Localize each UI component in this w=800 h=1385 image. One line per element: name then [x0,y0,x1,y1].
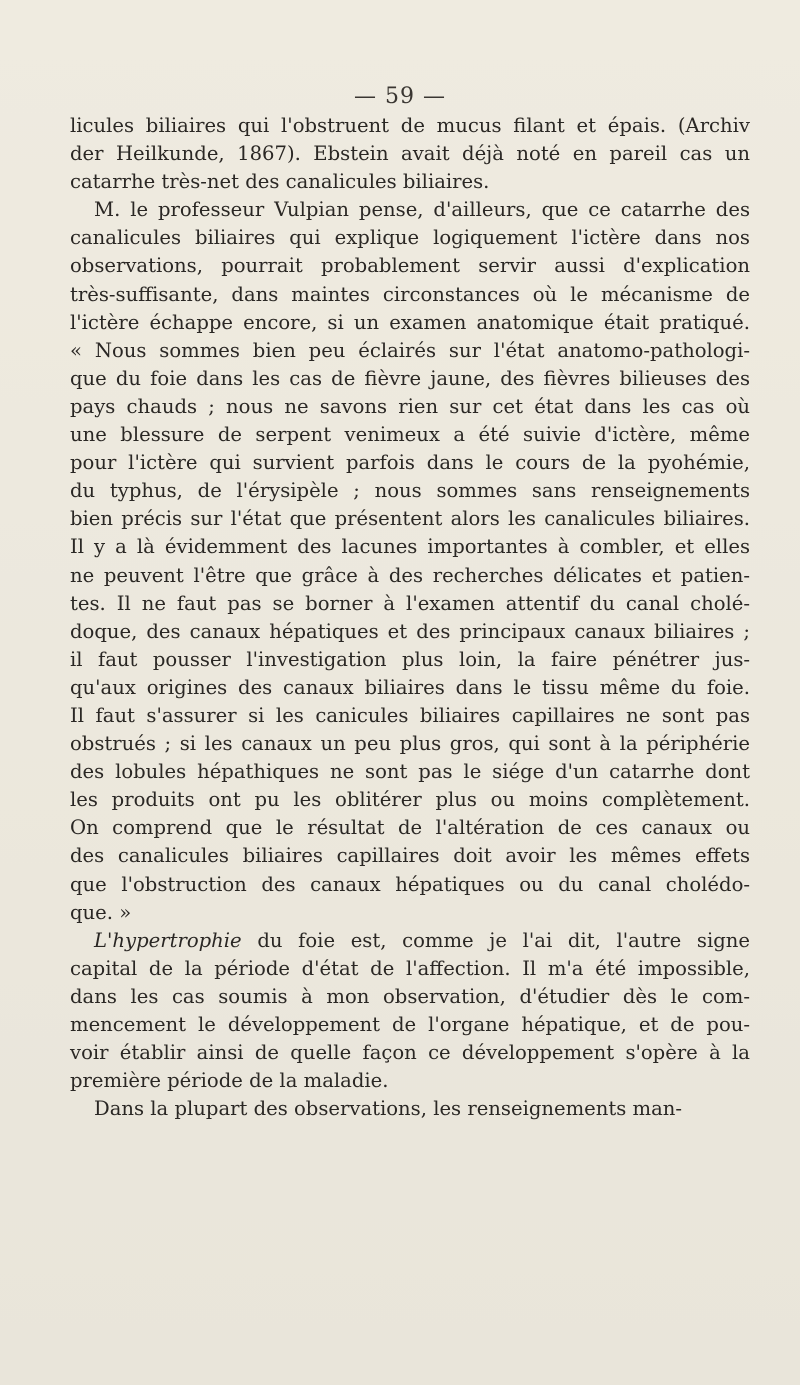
text-line: bien précis sur l'état que présentent alors les canalicules biliaires. [70,507,750,531]
text-line: il faut pousser l'investigation plus loin, la faire pénétrer jus- [70,647,750,671]
text-line: pays chauds ; nous ne savons rien sur cet état dans les cas où [70,394,750,418]
text-line: obstrués ; si les canaux un peu plus gros, qui sont à la périphérie [70,732,750,756]
text-line: observations, pourrait probablement servir aussi d'explication [70,254,750,278]
text-fragment: du foie est, comme je l'ai dit, l'autre signe [241,928,750,952]
text-line: Il y a là évidemment des lacunes importantes à combler, et elles [70,535,750,559]
text-line: dans les cas soumis à mon observation, d'étudier dès le com- [70,984,750,1008]
paragraph-1 [70,112,750,196]
text-line: tes. Il ne faut pas se borner à l'examen attentif du canal cholé- [70,591,750,615]
text-line [70,927,750,955]
text-line: mencement le développement de l'organe hépatique, et de pou- [70,1013,750,1036]
text-line: Il faut s'assurer si les canicules biliaires capillaires ne sont pas [70,703,750,727]
text-line: pour l'ictère qui survient parfois dans le cours de la pyohémie, [70,451,750,475]
text-line: très-suffisante, dans maintes circonstances où le mécanisme de [70,282,750,306]
text-line: voir établir ainsi de quelle façon ce développement s'opère à la [70,1041,750,1065]
text-line: On comprend que le résultat de l'altération de ces canaux ou [70,816,750,840]
paragraph-3 [70,927,750,1096]
text-line: les produits ont pu les oblitérer plus ou moins complètement. [70,788,750,812]
text-line: « Nous sommes bien peu éclairés sur l'état anatomo-pathologi- [70,338,750,362]
text-line: des canalicules biliaires capillaires doit avoir les mêmes effets [70,844,750,868]
text-line: catarrhe très-net des canalicules biliaires. [70,170,490,194]
text-line: l'ictère échappe encore, si un examen anatomique était pratiqué. [70,310,750,334]
text-line: que du foie dans les cas de fièvre jaune, des fièvres bilieuses des [70,366,750,390]
text-line: première période de la maladie. [70,1069,389,1093]
page-number: — 59 — [354,84,446,109]
text-line: capital de la période d'état de l'affection. Il m'a été impossible, [70,956,750,980]
paragraph-2 [70,196,750,926]
text-line: une blessure de serpent venimeux a été suivie d'ictère, même [70,423,750,447]
text-line: Dans la plupart des observations, les renseignements man- [94,1097,683,1121]
paragraph-4 [70,1095,750,1123]
text-line: des lobules hépathiques ne sont pas le siége d'un catarrhe dont [70,760,750,784]
text-line: ne peuvent l'être que grâce à des recherches délicates et patien- [70,563,750,587]
text-line: que l'obstruction des canaux hépatiques ou du canal cholédo- [70,872,750,896]
text-line: M. le professeur Vulpian pense, d'ailleurs, que ce catarrhe des [94,198,750,222]
text-line: du typhus, de l'érysipèle ; nous sommes sans renseignements [70,479,750,503]
text-line: licules biliaires qui l'obstruent de mucus filant et épais. (Archiv [70,114,750,137]
text-line: der Heilkunde, 1867). Ebstein avait déjà noté en pareil cas un [70,142,750,166]
text-line: que. » [70,900,132,924]
text-line: doque, des canaux hépatiques et des principaux canaux biliaires ; [70,619,750,643]
emphasis-term: L'hypertrophie [94,928,242,952]
text-line: canalicules biliaires qui explique logiquement l'ictère dans nos [70,226,750,250]
text-line: qu'aux origines des canaux biliaires dans le tissu même du foie. [70,675,750,699]
page-body [70,112,750,1123]
